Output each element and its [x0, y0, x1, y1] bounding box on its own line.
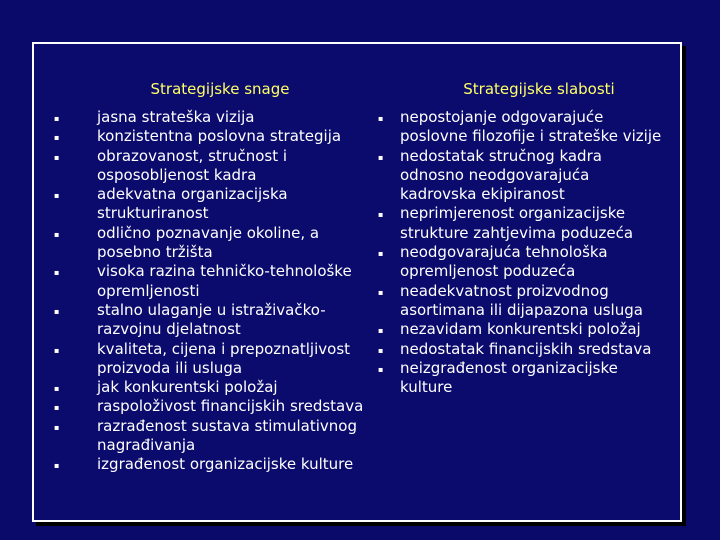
square-bullet-icon: ▪	[54, 403, 60, 413]
strengths-column	[54, 80, 374, 475]
list-item	[54, 340, 374, 379]
square-bullet-icon: ▪	[54, 345, 60, 355]
list-item	[370, 320, 670, 339]
list-item-text: odlično poznavanje okoline, a posebno tržišta	[97, 223, 320, 262]
list-item	[54, 417, 374, 456]
list-item	[370, 282, 670, 321]
square-bullet-icon: ▪	[378, 152, 384, 162]
list-item-text: obrazovanost, stručnost i osposobljenost kadra	[97, 146, 288, 184]
list-item-text: neadekvatnost proizvodnog asortimana ili dijapazona usluga	[400, 281, 643, 319]
list-item-text: raspoloživost financijskih sredstava	[97, 397, 364, 416]
square-bullet-icon: ▪	[54, 191, 60, 201]
strengths-list	[54, 108, 374, 475]
list-item-text: kvaliteta, cijena i prepoznatljivost proizvoda ili usluga	[97, 339, 351, 377]
square-bullet-icon: ▪	[54, 461, 60, 471]
square-bullet-icon: ▪	[54, 229, 60, 239]
square-bullet-icon: ▪	[378, 249, 384, 259]
list-item-text: jak konkurentski položaj	[97, 378, 278, 397]
list-item-text: visoka razina tehničko-tehnološke opremljenosti	[97, 262, 352, 300]
list-item-text: jasna strateška vizija	[97, 108, 255, 126]
square-bullet-icon: ▪	[378, 364, 384, 374]
list-item-text: neprimjerenost organizacijske strukture zahtjevima poduzeća	[400, 204, 634, 242]
strengths-heading: Strategijske snage	[150, 80, 290, 98]
weaknesses-list	[370, 108, 670, 397]
list-item-text: neodgovarajuća tehnološka opremljenost poduzeća	[400, 243, 608, 281]
weaknesses-column	[370, 80, 670, 397]
square-bullet-icon: ▪	[54, 114, 60, 123]
list-item	[370, 243, 670, 282]
square-bullet-icon: ▪	[378, 114, 384, 123]
list-item-text: razrađenost sustava stimulativnog nagrađivanja	[97, 416, 358, 455]
list-item	[54, 301, 374, 340]
list-item	[54, 378, 374, 397]
square-bullet-icon: ▪	[378, 326, 384, 336]
square-bullet-icon: ▪	[54, 306, 60, 316]
list-item-text: izgrađenost organizacijske kulture	[97, 455, 354, 474]
list-item	[370, 340, 670, 359]
list-item-text: nepostojanje odgovarajuće poslovne filozofije i strateške vizije	[400, 108, 662, 146]
list-item	[54, 224, 374, 263]
square-bullet-icon: ▪	[54, 152, 60, 162]
square-bullet-icon: ▪	[378, 345, 384, 355]
list-item	[54, 185, 374, 224]
square-bullet-icon: ▪	[378, 287, 384, 297]
weaknesses-heading: Strategijske slabosti	[463, 80, 615, 98]
list-item-text: nedostatak stručnog kadra odnosno neodgovarajuća kadrovska ekipiranost	[400, 146, 602, 204]
list-item-text: konzistentna poslovna strategija	[97, 127, 342, 146]
list-item	[54, 127, 374, 146]
list-item-text: adekvatna organizacijska strukturiranost	[97, 185, 288, 223]
square-bullet-icon: ▪	[54, 133, 60, 143]
list-item-text: neizgrađenost organizacijske kulture	[400, 358, 618, 397]
list-item	[370, 147, 670, 205]
list-item	[370, 204, 670, 243]
list-item-text: nedostatak financijskih sredstava	[400, 339, 652, 358]
list-item	[54, 397, 374, 416]
list-item-text: stalno ulaganje u istraživačko-razvojnu djelatnost	[97, 300, 326, 339]
list-item	[54, 147, 374, 186]
list-item-text: nezavidam konkurentski položaj	[400, 320, 641, 339]
square-bullet-icon: ▪	[378, 210, 384, 220]
list-item	[54, 262, 374, 301]
list-item	[370, 108, 670, 147]
square-bullet-icon: ▪	[54, 422, 60, 432]
square-bullet-icon: ▪	[54, 268, 60, 278]
list-item	[370, 359, 670, 398]
list-item	[54, 108, 374, 127]
square-bullet-icon: ▪	[54, 384, 60, 394]
list-item	[54, 455, 374, 474]
content-frame	[32, 42, 682, 522]
